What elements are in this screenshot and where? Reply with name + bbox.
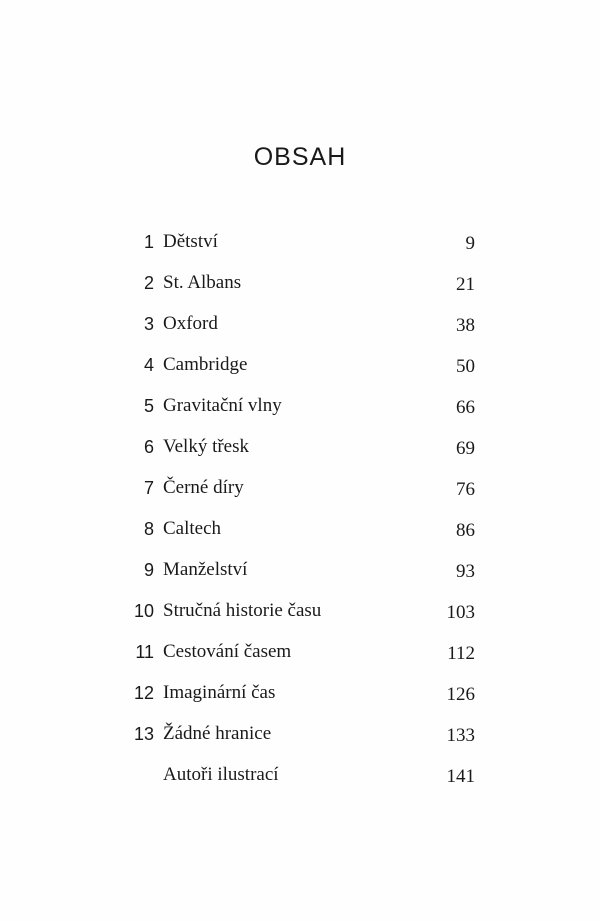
chapter-title: Autoři ilustrací	[163, 764, 279, 785]
chapter-number: 9	[143, 560, 154, 580]
chapter-title: Velký třesk	[163, 436, 250, 457]
page-number: 103	[446, 602, 475, 623]
chapter-number: 3	[143, 314, 154, 334]
page-number: 50	[456, 356, 475, 377]
chapter-title: Oxford	[163, 313, 218, 334]
chapter-title: St. Albans	[163, 272, 242, 293]
chapter-number: 13	[133, 724, 154, 744]
toc-entry	[0, 598, 600, 639]
toc-entry	[0, 229, 600, 270]
toc-entry	[0, 352, 600, 393]
chapter-number: 11	[135, 642, 154, 662]
chapter-number: 5	[143, 396, 154, 416]
page-number: 76	[456, 479, 475, 500]
page-number: 66	[456, 397, 475, 418]
toc-entry	[0, 516, 600, 557]
chapter-number: 1	[143, 232, 154, 252]
page-number: 141	[446, 766, 475, 787]
chapter-title: Žádné hranice	[163, 723, 272, 744]
toc-entry	[0, 639, 600, 680]
page-title: OBSAH	[253, 143, 347, 171]
chapter-title: Černé díry	[163, 477, 244, 498]
page-number: 93	[456, 561, 475, 582]
page-number: 21	[456, 274, 475, 295]
chapter-title: Cambridge	[163, 354, 248, 375]
toc-entry	[0, 270, 600, 311]
chapter-title: Gravitační vlny	[163, 395, 282, 416]
page-number: 69	[456, 438, 475, 459]
chapter-number: 2	[143, 273, 154, 293]
toc-entry	[0, 721, 600, 762]
chapter-title: Stručná historie času	[163, 600, 322, 621]
page-number: 9	[465, 233, 475, 254]
chapter-number: 7	[143, 478, 154, 498]
chapter-title: Manželství	[163, 559, 248, 580]
toc-entry	[0, 762, 600, 803]
page-number: 112	[447, 643, 475, 664]
chapter-number: 12	[133, 683, 154, 703]
toc-entry	[0, 434, 600, 475]
chapter-number: 4	[143, 355, 154, 375]
toc-entry	[0, 393, 600, 434]
toc-entry	[0, 311, 600, 352]
page-number: 86	[456, 520, 475, 541]
toc-entry	[0, 557, 600, 598]
toc-entry	[0, 475, 600, 516]
chapter-title: Cestování časem	[163, 641, 292, 662]
toc-entry	[0, 680, 600, 721]
page-number: 133	[446, 725, 475, 746]
chapter-title: Caltech	[163, 518, 222, 539]
page-number: 38	[456, 315, 475, 336]
chapter-number: 8	[143, 519, 154, 539]
page-number: 126	[446, 684, 475, 705]
chapter-title: Dětství	[163, 231, 218, 252]
chapter-number: 6	[143, 437, 154, 457]
chapter-number: 10	[133, 601, 154, 621]
table-of-contents	[0, 229, 600, 803]
chapter-title: Imaginární čas	[163, 682, 276, 703]
